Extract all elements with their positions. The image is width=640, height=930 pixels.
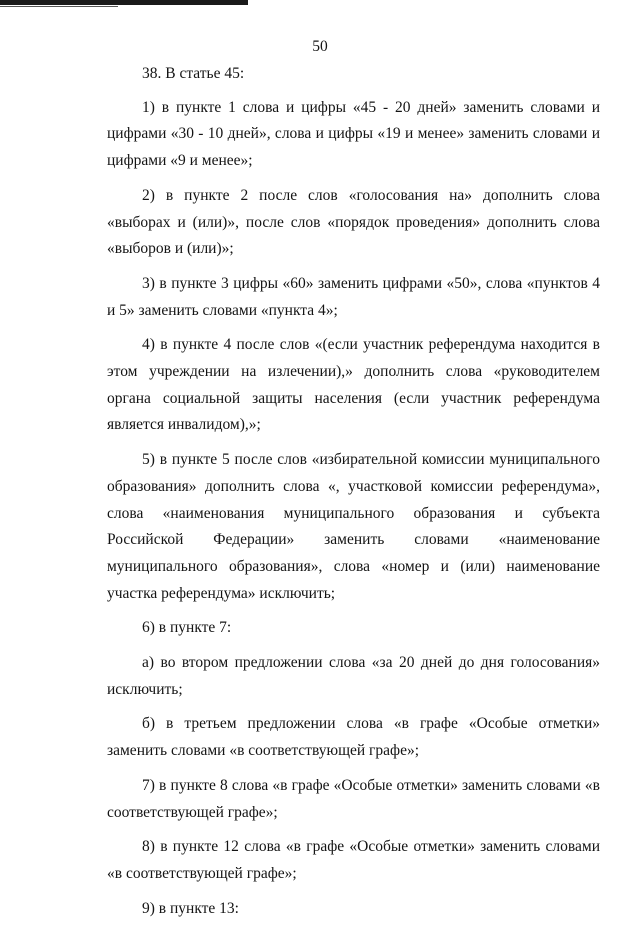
paragraph-item-3: 3) в пункте 3 цифры «60» заменить цифрами «50», слова «пунктов 4 и 5» заменить словами «пункта 4»;	[107, 274, 600, 319]
page-number: 50	[312, 38, 328, 55]
paragraph-item-6a: а) во втором предложении слова «за 20 дней до дня голосования» исключить;	[107, 654, 600, 698]
paragraph-item-6b: б) в третьем предложении слова «в графе «Особые отметки» заменить словами «в соответствующей графе»;	[107, 715, 600, 760]
top-edge-rule-thin	[0, 6, 118, 7]
paragraph-item-1: 1) в пункте 1 слова и цифры «45 - 20 дней» заменить словами и цифрами «30 - 10 дней», слова и цифры «19 и менее» заменить словами и цифрами «9 и менее»;	[107, 98, 600, 170]
paragraph-item-2: 2) в пункте 2 после слов «голосования на» дополнить слова «выборах и (или)», после слов «порядок проведения» дополнить слова «выборов и (или)»;	[107, 186, 600, 258]
paragraph-item-8: 8) в пункте 12 слова «в графе «Особые отметки» заменить словами «в соответствующей графе»;	[107, 838, 600, 882]
paragraph-item-9: 9) в пункте 13:	[142, 899, 239, 917]
paragraph-item-4: 4) в пункте 4 после слов «(если участник референдума находится в этом учреждении на излечении),» дополнить слова «руководителем органа социальной защиты населения (если участник референдума является инвалидом),»;	[107, 336, 600, 434]
paragraph-item-7: 7) в пункте 8 слова «в графе «Особые отметки» заменить словами «в соответствующей графе»;	[107, 776, 600, 821]
paragraph-item-5: 5) в пункте 5 после слов «избирательной комиссии муниципального образования» дополнить слова «, участковой комиссии референдума», слова «наименования муниципального образования и субъекта Российской Федерации» заменить словами «наименование муниципального образования», слова «номер и (или) наименование участка референдума» исключить;	[107, 451, 600, 602]
paragraph-item-6: 6) в пункте 7:	[142, 619, 232, 637]
document-body	[107, 61, 600, 930]
top-edge-rule	[0, 0, 248, 5]
article-heading: 38. В статье 45:	[142, 65, 245, 82]
